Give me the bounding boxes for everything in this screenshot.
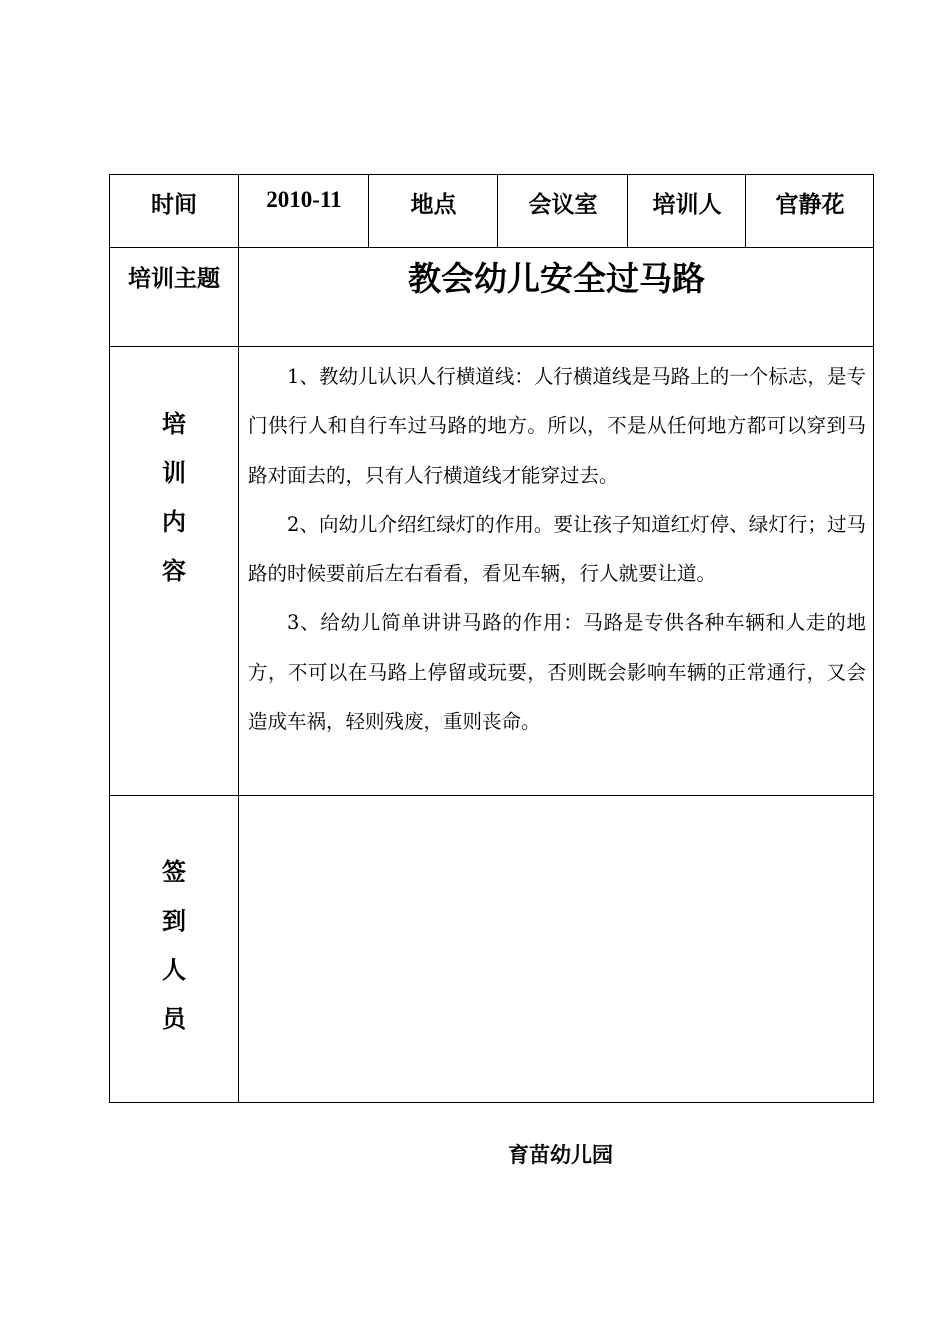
trainer-label: 培训人 xyxy=(652,191,722,218)
organization-name: 育苗幼儿园 xyxy=(508,1143,613,1167)
sign-in-label-char: 员 xyxy=(162,1005,186,1033)
row-divider-2 xyxy=(109,346,874,347)
training-content-label-char: 训 xyxy=(162,459,186,487)
training-content-label-char: 内 xyxy=(162,508,186,536)
content-paragraph-2: 2、向幼儿介绍红绿灯的作用。要让孩子知道红灯停、绿灯行；过马路的时候要前后左右看看，看见车辆，行人就要让道。 xyxy=(248,512,866,586)
sign-in-label xyxy=(109,848,239,1044)
training-content-text xyxy=(248,352,866,746)
content-paragraph-1: 1、教幼儿认识人行横道线：人行横道线是马路上的一个标志，是专门供行人和自行车过马路的地方。所以，不是从任何地方都可以穿到马路对面去的，只有人行横道线才能穿过去。 xyxy=(248,365,866,487)
place-label: 地点 xyxy=(410,191,457,218)
training-content-label xyxy=(109,400,239,596)
content-paragraph-3: 3、给幼儿简单讲讲马路的作用：马路是专供各种车辆和人走的地方，不可以在马路上停留或玩要，否则既会影响车辆的正常通行，又会造成车祸，轻则残废，重则丧命。 xyxy=(248,611,866,734)
topic-label: 培训主题 xyxy=(128,265,220,292)
table-border-right xyxy=(873,174,874,1103)
training-content-label-char: 容 xyxy=(162,557,186,585)
topic-title: 教会幼儿安全过马路 xyxy=(408,258,705,298)
training-content-label-char: 培 xyxy=(162,410,186,438)
time-label: 时间 xyxy=(151,191,197,218)
sign-in-label-char: 人 xyxy=(162,956,186,984)
time-value: 2010-11 xyxy=(266,187,342,212)
table-border-bottom xyxy=(109,1102,874,1103)
training-record-table xyxy=(109,174,874,1103)
sign-in-area[interactable] xyxy=(239,796,873,1102)
place-value: 会议室 xyxy=(528,191,598,218)
sign-in-label-char: 签 xyxy=(162,858,186,886)
trainer-value: 官静花 xyxy=(775,191,845,218)
sign-in-label-char: 到 xyxy=(162,907,186,935)
